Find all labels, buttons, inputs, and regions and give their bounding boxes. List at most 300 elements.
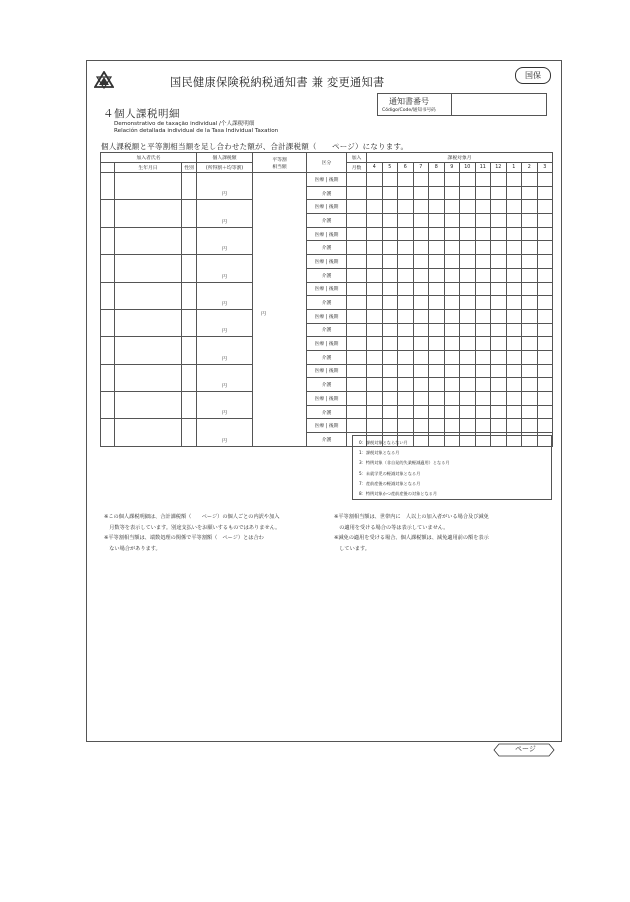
month-cell — [444, 419, 460, 433]
sex-cell — [182, 200, 197, 227]
month-cell — [491, 419, 507, 433]
month-cell — [522, 323, 538, 337]
month-cell — [367, 173, 383, 187]
month-cell — [475, 268, 491, 282]
month-cell — [382, 350, 398, 364]
individual-tax-table — [100, 152, 553, 447]
month-cell — [506, 214, 522, 228]
month-cell — [475, 323, 491, 337]
month-cell — [444, 268, 460, 282]
month-cell — [491, 309, 507, 323]
month-cell — [367, 214, 383, 228]
month-cell — [522, 419, 538, 433]
months-count-cell — [347, 186, 367, 200]
month-cell — [398, 255, 414, 269]
insurance-type-badge: 国保 — [515, 67, 551, 84]
month-cell — [506, 309, 522, 323]
month-cell — [367, 405, 383, 419]
month-cell — [367, 337, 383, 351]
legend-item: 8：特例対象かつ産前産後の対象となる月 — [359, 490, 438, 496]
tax-amount-cell: 円 — [197, 392, 253, 419]
sex-cell — [182, 392, 197, 419]
months-count-cell — [347, 241, 367, 255]
month-cell — [522, 227, 538, 241]
month-cell — [475, 173, 491, 187]
month-cell — [367, 309, 383, 323]
month-cell — [429, 241, 445, 255]
month-cell — [367, 268, 383, 282]
legend-item: 3：特例対象（非自発的失業軽減適用）となる月 — [359, 460, 450, 466]
month-cell — [506, 419, 522, 433]
category-care-cell: 介護 — [307, 186, 347, 200]
month-cell — [382, 173, 398, 187]
sex-cell — [182, 309, 197, 336]
month-cell — [398, 282, 414, 296]
month-cell — [429, 419, 445, 433]
row-index-cell — [101, 227, 115, 254]
month-cell — [413, 268, 429, 282]
month-cell — [382, 282, 398, 296]
month-cell — [398, 364, 414, 378]
month-cell — [475, 392, 491, 406]
header-month: 11 — [475, 163, 491, 173]
month-cell — [429, 392, 445, 406]
table-row — [101, 173, 553, 187]
month-cell — [413, 309, 429, 323]
month-cell — [537, 323, 553, 337]
month-cell — [444, 392, 460, 406]
header-sex: 性別 — [182, 163, 197, 173]
month-cell — [475, 378, 491, 392]
month-cell — [491, 392, 507, 406]
months-count-cell — [347, 214, 367, 228]
month-cell — [491, 282, 507, 296]
month-cell — [506, 405, 522, 419]
category-care-cell: 介護 — [307, 214, 347, 228]
category-medical-cell: 医療 | 後期 — [307, 364, 347, 378]
notice-number-box — [377, 93, 547, 116]
month-cell — [429, 255, 445, 269]
month-cell — [429, 200, 445, 214]
row-index-cell — [101, 200, 115, 227]
month-cell — [537, 200, 553, 214]
month-cell — [522, 350, 538, 364]
month-cell — [475, 186, 491, 200]
month-cell — [491, 186, 507, 200]
month-cell — [382, 419, 398, 433]
municipal-emblem-icon — [94, 71, 114, 89]
legend-item: 5：未就学児の軽減対象となる月 — [359, 470, 421, 476]
category-care-cell: 介護 — [307, 323, 347, 337]
month-cell — [382, 241, 398, 255]
category-medical-cell: 医療 | 後期 — [307, 200, 347, 214]
month-cell — [444, 350, 460, 364]
month-cell — [475, 419, 491, 433]
month-cell — [398, 323, 414, 337]
month-cell — [506, 173, 522, 187]
month-cell — [460, 186, 476, 200]
header-month: 9 — [444, 163, 460, 173]
month-cell — [475, 364, 491, 378]
month-cell — [475, 309, 491, 323]
month-cell — [429, 296, 445, 310]
month-cell — [429, 309, 445, 323]
name-cell — [115, 364, 182, 391]
category-medical-cell: 医療 | 後期 — [307, 227, 347, 241]
months-count-cell — [347, 200, 367, 214]
name-cell — [115, 173, 182, 200]
category-care-cell: 介護 — [307, 433, 347, 447]
table-row — [101, 392, 553, 406]
month-cell — [444, 296, 460, 310]
month-cell — [460, 200, 476, 214]
month-cell — [537, 309, 553, 323]
month-cell — [398, 296, 414, 310]
month-cell — [398, 392, 414, 406]
header-category: 区分 — [307, 153, 347, 173]
month-cell — [398, 337, 414, 351]
header-months-sub: 月数 — [347, 163, 367, 173]
tax-amount-cell: 円 — [197, 255, 253, 282]
months-count-cell — [347, 378, 367, 392]
month-cell — [413, 241, 429, 255]
category-care-cell: 介護 — [307, 405, 347, 419]
notes-left: ※この個人課税明細は、合計課税額（ ページ）の個人ごとの内訳や加入 月数等を表示しています。別途支払いをお願いするものではありません。 ※平等割相当額は、端数処理の関係で平等割額（ ページ）とは合わ ない場合があります。 — [104, 514, 281, 552]
months-count-cell — [347, 296, 367, 310]
header-tax-sub: (所得割＋均等割) — [197, 163, 253, 173]
category-medical-cell: 医療 | 後期 — [307, 173, 347, 187]
legend-item: 0：課税対象とならない月 — [359, 440, 408, 445]
month-cell — [475, 255, 491, 269]
header-months: 加入 — [347, 153, 367, 163]
months-count-cell — [347, 337, 367, 351]
table-row — [101, 309, 553, 323]
month-cell — [398, 268, 414, 282]
header-month: 12 — [491, 163, 507, 173]
month-cell — [537, 296, 553, 310]
month-cell — [491, 323, 507, 337]
month-cell — [491, 378, 507, 392]
month-cell — [475, 296, 491, 310]
month-cell — [522, 200, 538, 214]
month-cell — [367, 186, 383, 200]
month-cell — [444, 200, 460, 214]
month-cell — [413, 173, 429, 187]
month-cell — [506, 227, 522, 241]
table-row — [101, 364, 553, 378]
table-row — [101, 227, 553, 241]
month-cell — [475, 227, 491, 241]
month-cell — [522, 296, 538, 310]
month-cell — [506, 241, 522, 255]
header-month: 1 — [506, 163, 522, 173]
month-cell — [475, 337, 491, 351]
category-care-cell: 介護 — [307, 296, 347, 310]
month-cell — [537, 419, 553, 433]
month-cell — [444, 241, 460, 255]
category-medical-cell: 医療 | 後期 — [307, 419, 347, 433]
category-care-cell: 介護 — [307, 350, 347, 364]
month-cell — [460, 214, 476, 228]
table-row — [101, 200, 553, 214]
month-cell — [475, 282, 491, 296]
month-cell — [367, 200, 383, 214]
months-count-cell — [347, 282, 367, 296]
month-cell — [460, 350, 476, 364]
month-cell — [460, 227, 476, 241]
month-cell — [382, 364, 398, 378]
month-cell — [444, 364, 460, 378]
month-cell — [460, 405, 476, 419]
months-count-cell — [347, 323, 367, 337]
month-cell — [537, 364, 553, 378]
month-cell — [460, 173, 476, 187]
months-count-cell — [347, 350, 367, 364]
name-cell — [115, 200, 182, 227]
month-cell — [506, 378, 522, 392]
header-month: 5 — [382, 163, 398, 173]
section-title: ４個人課税明細 — [103, 108, 180, 120]
header-month: 7 — [413, 163, 429, 173]
month-cell — [367, 255, 383, 269]
month-cell — [491, 364, 507, 378]
legend-item: 7：産前産後の軽減対象となる月 — [359, 480, 421, 486]
month-cell — [491, 268, 507, 282]
month-cell — [382, 309, 398, 323]
month-cell — [522, 405, 538, 419]
name-cell — [115, 255, 182, 282]
month-cell — [460, 419, 476, 433]
tax-amount-cell: 円 — [197, 419, 253, 446]
month-cell — [475, 350, 491, 364]
month-cell — [413, 186, 429, 200]
row-index-cell — [101, 282, 115, 309]
month-cell — [429, 186, 445, 200]
months-count-cell — [347, 392, 367, 406]
month-cell — [522, 337, 538, 351]
table-row — [101, 255, 553, 269]
row-index-cell — [101, 392, 115, 419]
name-cell — [115, 282, 182, 309]
months-count-cell — [347, 364, 367, 378]
month-cell — [460, 268, 476, 282]
tax-amount-cell: 円 — [197, 337, 253, 364]
header-target-months: 課税対象月 — [367, 153, 553, 163]
month-cell — [506, 255, 522, 269]
month-cell — [367, 378, 383, 392]
notice-number-label: 通知書番号 — [389, 97, 429, 106]
month-cell — [382, 268, 398, 282]
month-cell — [537, 378, 553, 392]
month-cell — [444, 405, 460, 419]
month-cell — [522, 392, 538, 406]
month-cell — [460, 296, 476, 310]
month-cell — [537, 173, 553, 187]
tax-amount-cell: 円 — [197, 173, 253, 200]
header-tax: 個人課税額 — [197, 153, 253, 163]
table-row — [101, 282, 553, 296]
month-cell — [537, 268, 553, 282]
months-count-cell — [347, 227, 367, 241]
month-cell — [537, 350, 553, 364]
month-cell — [491, 350, 507, 364]
header-month: 3 — [537, 163, 553, 173]
month-cell — [382, 296, 398, 310]
month-cell — [506, 200, 522, 214]
month-cell — [398, 405, 414, 419]
sex-cell — [182, 227, 197, 254]
row-index-cell — [101, 309, 115, 336]
month-cell — [413, 200, 429, 214]
section-subtitle-pt: Demonstrativo de taxação individual /个人課税明细 — [114, 121, 255, 127]
month-cell — [506, 282, 522, 296]
month-cell — [537, 337, 553, 351]
month-cell — [413, 296, 429, 310]
month-cell — [444, 173, 460, 187]
sex-cell — [182, 282, 197, 309]
tax-amount-cell: 円 — [197, 282, 253, 309]
month-cell — [382, 378, 398, 392]
equal-amount-cell: 円 — [253, 173, 307, 447]
month-cell — [460, 378, 476, 392]
name-cell — [115, 227, 182, 254]
month-cell — [444, 282, 460, 296]
row-index-cell — [101, 255, 115, 282]
month-cell — [460, 323, 476, 337]
month-cell — [367, 350, 383, 364]
month-cell — [444, 227, 460, 241]
month-cell — [506, 364, 522, 378]
month-cell — [444, 378, 460, 392]
month-cell — [491, 405, 507, 419]
month-cell — [491, 173, 507, 187]
month-cell — [398, 200, 414, 214]
month-cell — [506, 186, 522, 200]
month-cell — [522, 241, 538, 255]
header-name: 加入者氏名 — [101, 153, 197, 163]
status-legend — [352, 435, 552, 500]
header-month: 8 — [429, 163, 445, 173]
page-label: ページ — [515, 745, 536, 753]
month-cell — [491, 337, 507, 351]
month-cell — [413, 227, 429, 241]
month-cell — [522, 309, 538, 323]
month-cell — [460, 337, 476, 351]
month-cell — [522, 378, 538, 392]
month-cell — [429, 405, 445, 419]
month-cell — [413, 255, 429, 269]
name-cell — [115, 419, 182, 446]
months-count-cell — [347, 309, 367, 323]
page-number-tab — [493, 742, 555, 761]
sex-cell — [182, 337, 197, 364]
month-cell — [398, 419, 414, 433]
month-cell — [506, 296, 522, 310]
month-cell — [429, 364, 445, 378]
month-cell — [537, 186, 553, 200]
month-cell — [429, 378, 445, 392]
month-cell — [367, 227, 383, 241]
name-cell — [115, 337, 182, 364]
month-cell — [382, 200, 398, 214]
month-cell — [398, 309, 414, 323]
month-cell — [460, 282, 476, 296]
month-cell — [522, 282, 538, 296]
month-cell — [429, 227, 445, 241]
month-cell — [491, 241, 507, 255]
month-cell — [413, 350, 429, 364]
months-count-cell — [347, 255, 367, 269]
category-care-cell: 介護 — [307, 241, 347, 255]
month-cell — [413, 392, 429, 406]
month-cell — [413, 419, 429, 433]
month-cell — [382, 227, 398, 241]
month-cell — [522, 364, 538, 378]
month-cell — [522, 255, 538, 269]
month-cell — [398, 173, 414, 187]
month-cell — [429, 323, 445, 337]
sex-cell — [182, 173, 197, 200]
month-cell — [382, 186, 398, 200]
month-cell — [491, 296, 507, 310]
month-cell — [367, 419, 383, 433]
header-month: 2 — [522, 163, 538, 173]
month-cell — [475, 214, 491, 228]
section-subtitle-es: Relación detallada individual de la Tasa Individual Taxation — [114, 128, 279, 134]
row-index-cell — [101, 173, 115, 200]
total-explanation: 個人課税額と平等割相当額を足し合わせた額が、合計課税額（ ページ）になります。 — [101, 142, 409, 151]
month-cell — [413, 378, 429, 392]
month-cell — [491, 200, 507, 214]
month-cell — [537, 214, 553, 228]
month-cell — [382, 214, 398, 228]
category-care-cell: 介護 — [307, 268, 347, 282]
name-cell — [115, 392, 182, 419]
notice-number-sublabel: Código/Code/通知书号码 — [382, 108, 436, 113]
tax-amount-cell: 円 — [197, 227, 253, 254]
category-medical-cell: 医療 | 後期 — [307, 255, 347, 269]
month-cell — [367, 364, 383, 378]
month-cell — [398, 241, 414, 255]
month-cell — [429, 337, 445, 351]
month-cell — [413, 337, 429, 351]
month-cell — [367, 296, 383, 310]
month-cell — [367, 392, 383, 406]
month-cell — [460, 392, 476, 406]
month-cell — [506, 337, 522, 351]
row-index-cell — [101, 337, 115, 364]
month-cell — [413, 214, 429, 228]
tax-amount-cell: 円 — [197, 364, 253, 391]
header-month: 10 — [460, 163, 476, 173]
month-cell — [491, 255, 507, 269]
month-cell — [444, 186, 460, 200]
month-cell — [537, 392, 553, 406]
category-medical-cell: 医療 | 後期 — [307, 337, 347, 351]
month-cell — [522, 268, 538, 282]
month-cell — [460, 309, 476, 323]
table-row — [101, 337, 553, 351]
row-index-cell — [101, 419, 115, 446]
month-cell — [460, 255, 476, 269]
month-cell — [444, 309, 460, 323]
month-cell — [429, 173, 445, 187]
notes-right: ※平等割相当額は、世帯内に 人以上の加入者がいる場合及び減免 の適用を受ける場合の等は表示していません。 ※減免の適用を受ける場合、個人課税額は、減免適用前の額を表示 しています。 — [334, 514, 489, 552]
month-cell — [522, 214, 538, 228]
month-cell — [537, 405, 553, 419]
month-cell — [382, 323, 398, 337]
month-cell — [429, 268, 445, 282]
